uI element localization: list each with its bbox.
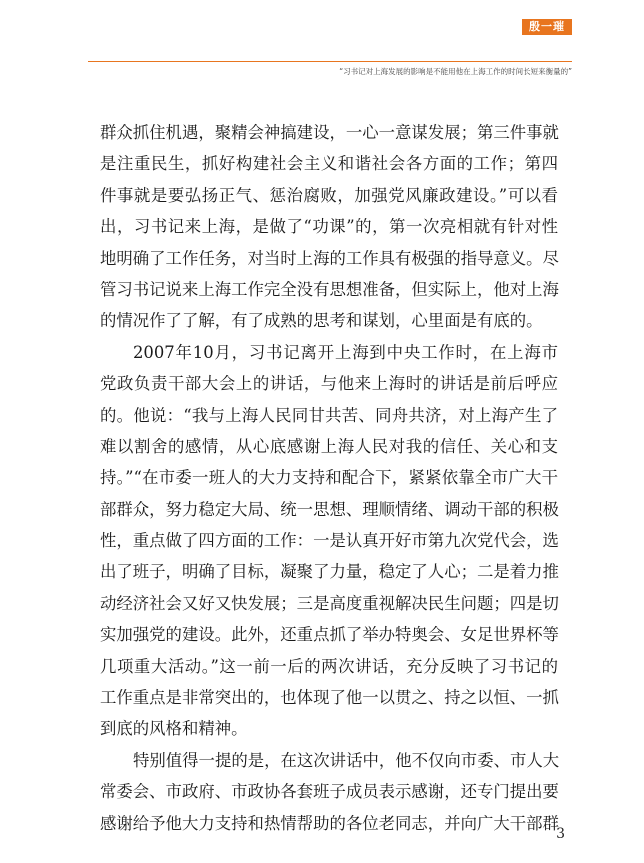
author-tag: 殷一璀 — [522, 19, 572, 35]
text-line: 性，重点做了四方面的工作：一是认真开好市第九次党代会，选 — [100, 531, 559, 551]
text-line: 部群众，努力稳定大局、统一思想、理顺情绪、调动干部的积极 — [100, 499, 559, 519]
text-line: 到底的风格和精神。 — [100, 719, 248, 739]
text-line: 实加强党的建设。此外，还重点抓了举办特奥会、女足世界杯等 — [100, 625, 559, 645]
text-line: 持。”“在市委一班人的大力支持和配合下，紧紧依靠全市广大干 — [100, 468, 558, 488]
text-line: 的情况作了了解，有了成熟的思考和谋划，心里面是有底的。 — [100, 311, 543, 331]
text-line: 出了班子，明确了目标，凝聚了力量，稳定了人心；二是着力推 — [100, 562, 559, 582]
text-line: 是注重民生，抓好构建社会主义和谐社会各方面的工作；第四 — [100, 154, 558, 174]
text-line: 管习书记说来上海工作完全没有思想准备，但实际上，他对上海 — [100, 279, 559, 299]
text-line: 工作重点是非常突出的，也体现了他一以贯之、持之以恒、一抓 — [100, 688, 559, 708]
header-rule — [88, 61, 572, 62]
text-line: 件事就是要弘扬正气、惩治腐败，加强党风廉政建设。”可以看 — [100, 185, 558, 205]
text-line: 2007年10月，习书记离开上海到中央工作时，在上海市 — [133, 342, 558, 362]
text-line: 党政负责干部大会上的讲话，与他来上海时的讲话是前后呼应 — [100, 374, 558, 394]
text-line: 常委会、市政府、市政协各套班子成员表示感谢，还专门提出要 — [100, 782, 559, 802]
text-line: 群众抓住机遇，聚精会神搞建设，一心一意谋发展；第三件事就 — [100, 123, 559, 142]
text-line: 动经济社会又好又快发展；三是高度重视解决民生问题；四是切 — [100, 593, 559, 613]
text-line: 感谢给予他大力支持和热情帮助的各位老同志，并向广大干部群 — [100, 813, 559, 833]
page-number: 3 — [556, 826, 565, 842]
text-line: 出，习书记来上海，是做了“功课”的，第一次亮相就有针对性 — [100, 217, 558, 237]
text-line: 地明确了工作任务，对当时上海的工作具有极强的指导意义。尽 — [100, 248, 559, 268]
text-line: 难以割舍的感情，从心底感谢上海人民对我的信任、关心和支 — [100, 436, 558, 456]
body-text — [100, 117, 558, 839]
text-line: 的。他说：“我与上海人民同甘共苦、同舟共济，对上海产生了 — [100, 405, 558, 425]
text-line: 特别值得一提的是，在这次讲话中，他不仅向市委、市人大 — [133, 750, 560, 770]
running-header-caption: “习书记对上海发展的影响是不能用他在上海工作的时间长短来衡量的” — [339, 67, 572, 76]
text-line: 几项重大活动。”这一前一后的两次讲话，充分反映了习书记的 — [100, 656, 558, 676]
